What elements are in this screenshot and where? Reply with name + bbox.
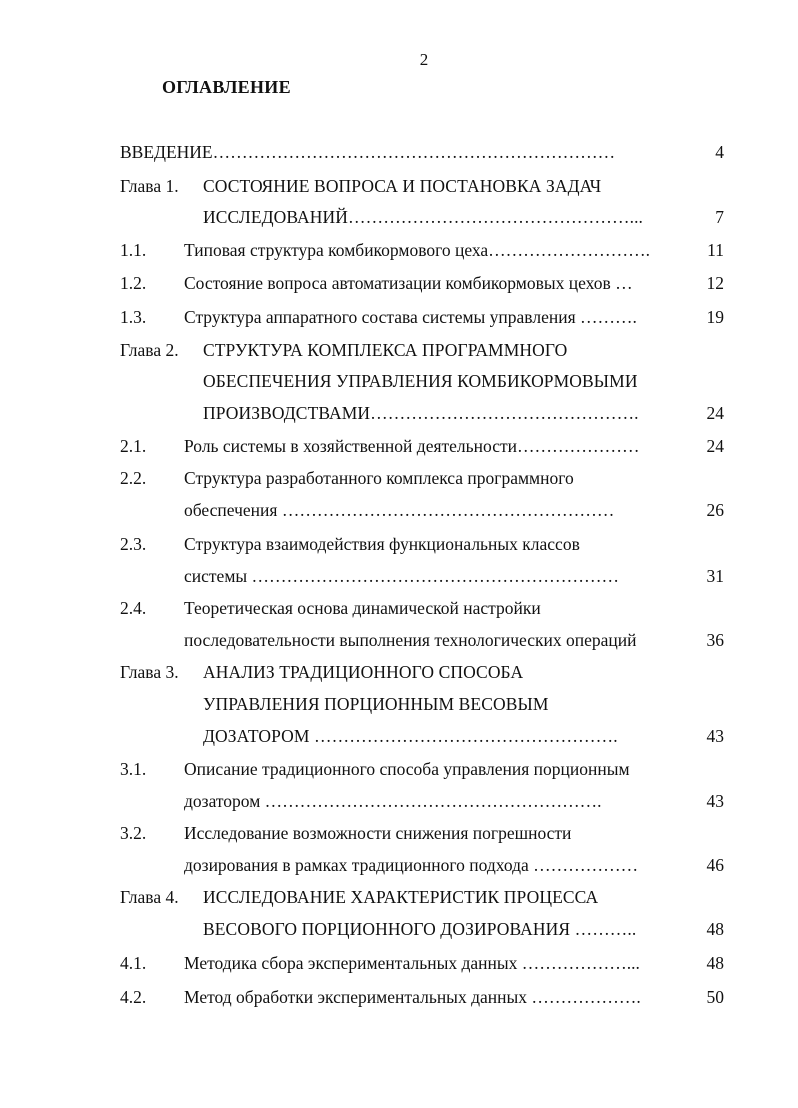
section-page: 11 (707, 240, 724, 260)
section-2-2-title[interactable]: Структура разработанного комплекса программного (184, 468, 574, 488)
section-1-3-title[interactable]: Структура аппаратного состава системы управления ………. (184, 307, 637, 327)
section-page: 24 (706, 436, 724, 456)
section-num: 4.1. (120, 953, 147, 973)
chapter-3-label: Глава 3. (120, 662, 179, 682)
chapter-2-label: Глава 2. (120, 340, 179, 360)
section-page: 26 (706, 500, 724, 520)
chapter-3-page: 43 (706, 726, 724, 746)
section-3-1-title-cont[interactable]: дозатором …………………………………………………. (184, 791, 602, 811)
section-page: 31 (706, 566, 724, 586)
section-page: 46 (706, 855, 724, 875)
chapter-3-title-line1[interactable]: АНАЛИЗ ТРАДИЦИОННОГО СПОСОБА (203, 662, 524, 682)
section-num: 3.2. (120, 823, 147, 843)
toc-intro-entry[interactable]: ВВЕДЕНИЕ…………………………………………………………… (120, 142, 616, 162)
section-2-2-title-cont[interactable]: обеспечения ………………………………………………… (184, 500, 615, 520)
section-4-1-title[interactable]: Методика сбора экспериментальных данных ………………... (184, 953, 640, 973)
section-num: 2.2. (120, 468, 147, 488)
chapter-2-page: 24 (706, 403, 724, 423)
section-3-2-title[interactable]: Исследование возможности снижения погрешности (184, 823, 572, 843)
section-1-2-title[interactable]: Состояние вопроса автоматизации комбикормовых цехов … (184, 273, 633, 293)
section-page: 50 (706, 987, 724, 1007)
page-number: 2 (419, 50, 429, 69)
chapter-4-title-line2[interactable]: ВЕСОВОГО ПОРЦИОННОГО ДОЗИРОВАНИЯ ……….. (203, 919, 637, 939)
chapter-4-page: 48 (706, 919, 724, 939)
chapter-2-title-line1[interactable]: СТРУКТУРА КОМПЛЕКСА ПРОГРАММНОГО (203, 340, 568, 360)
chapter-4-label: Глава 4. (120, 887, 179, 907)
chapter-4-title-line1[interactable]: ИССЛЕДОВАНИЕ ХАРАКТЕРИСТИК ПРОЦЕССА (203, 887, 599, 907)
section-page: 36 (706, 630, 724, 650)
section-page: 43 (706, 791, 724, 811)
section-2-1-title[interactable]: Роль системы в хозяйственной деятельности………………… (184, 436, 640, 456)
section-3-2-title-cont[interactable]: дозирования в рамках традиционного подхода ……………… (184, 855, 639, 875)
section-3-1-title[interactable]: Описание традиционного способа управления порционным (184, 759, 630, 779)
section-2-4-title-cont[interactable]: последовательности выполнения технологических операций (184, 630, 637, 650)
section-page: 48 (706, 953, 724, 973)
chapter-1-title-line2[interactable]: ИССЛЕДОВАНИЙ…………………………………………... (203, 207, 644, 227)
chapter-1-page: 7 (715, 207, 724, 227)
section-page: 19 (706, 307, 724, 327)
section-num: 1.1. (120, 240, 147, 260)
section-num: 2.1. (120, 436, 147, 456)
chapter-3-title-line3[interactable]: ДОЗАТОРОМ ……………………………………………. (203, 726, 618, 746)
section-2-3-title-cont[interactable]: системы ……………………………………………………… (184, 566, 620, 586)
section-num: 3.1. (120, 759, 147, 779)
chapter-1-label: Глава 1. (120, 176, 179, 196)
section-2-4-title[interactable]: Теоретическая основа динамической настройки (184, 598, 541, 618)
chapter-2-title-line3[interactable]: ПРОИЗВОДСТВАМИ………………………………………. (203, 403, 639, 423)
toc-intro-page: 4 (715, 142, 724, 162)
section-1-1-title[interactable]: Типовая структура комбикормового цеха………………………. (184, 240, 651, 260)
section-num: 2.3. (120, 534, 147, 554)
section-num: 4.2. (120, 987, 147, 1007)
chapter-3-title-line2[interactable]: УПРАВЛЕНИЯ ПОРЦИОННЫМ ВЕСОВЫМ (203, 694, 549, 714)
section-page: 12 (706, 273, 724, 293)
section-num: 1.3. (120, 307, 147, 327)
chapter-1-title-line1[interactable]: СОСТОЯНИЕ ВОПРОСА И ПОСТАНОВКА ЗАДАЧ (203, 176, 602, 196)
chapter-2-title-line2[interactable]: ОБЕСПЕЧЕНИЯ УПРАВЛЕНИЯ КОМБИКОРМОВЫМИ (203, 371, 638, 391)
section-2-3-title[interactable]: Структура взаимодействия функциональных классов (184, 534, 580, 554)
toc-heading: ОГЛАВЛЕНИЕ (162, 77, 291, 97)
section-num: 1.2. (120, 273, 147, 293)
section-4-2-title[interactable]: Метод обработки экспериментальных данных ………………. (184, 987, 641, 1007)
section-num: 2.4. (120, 598, 147, 618)
